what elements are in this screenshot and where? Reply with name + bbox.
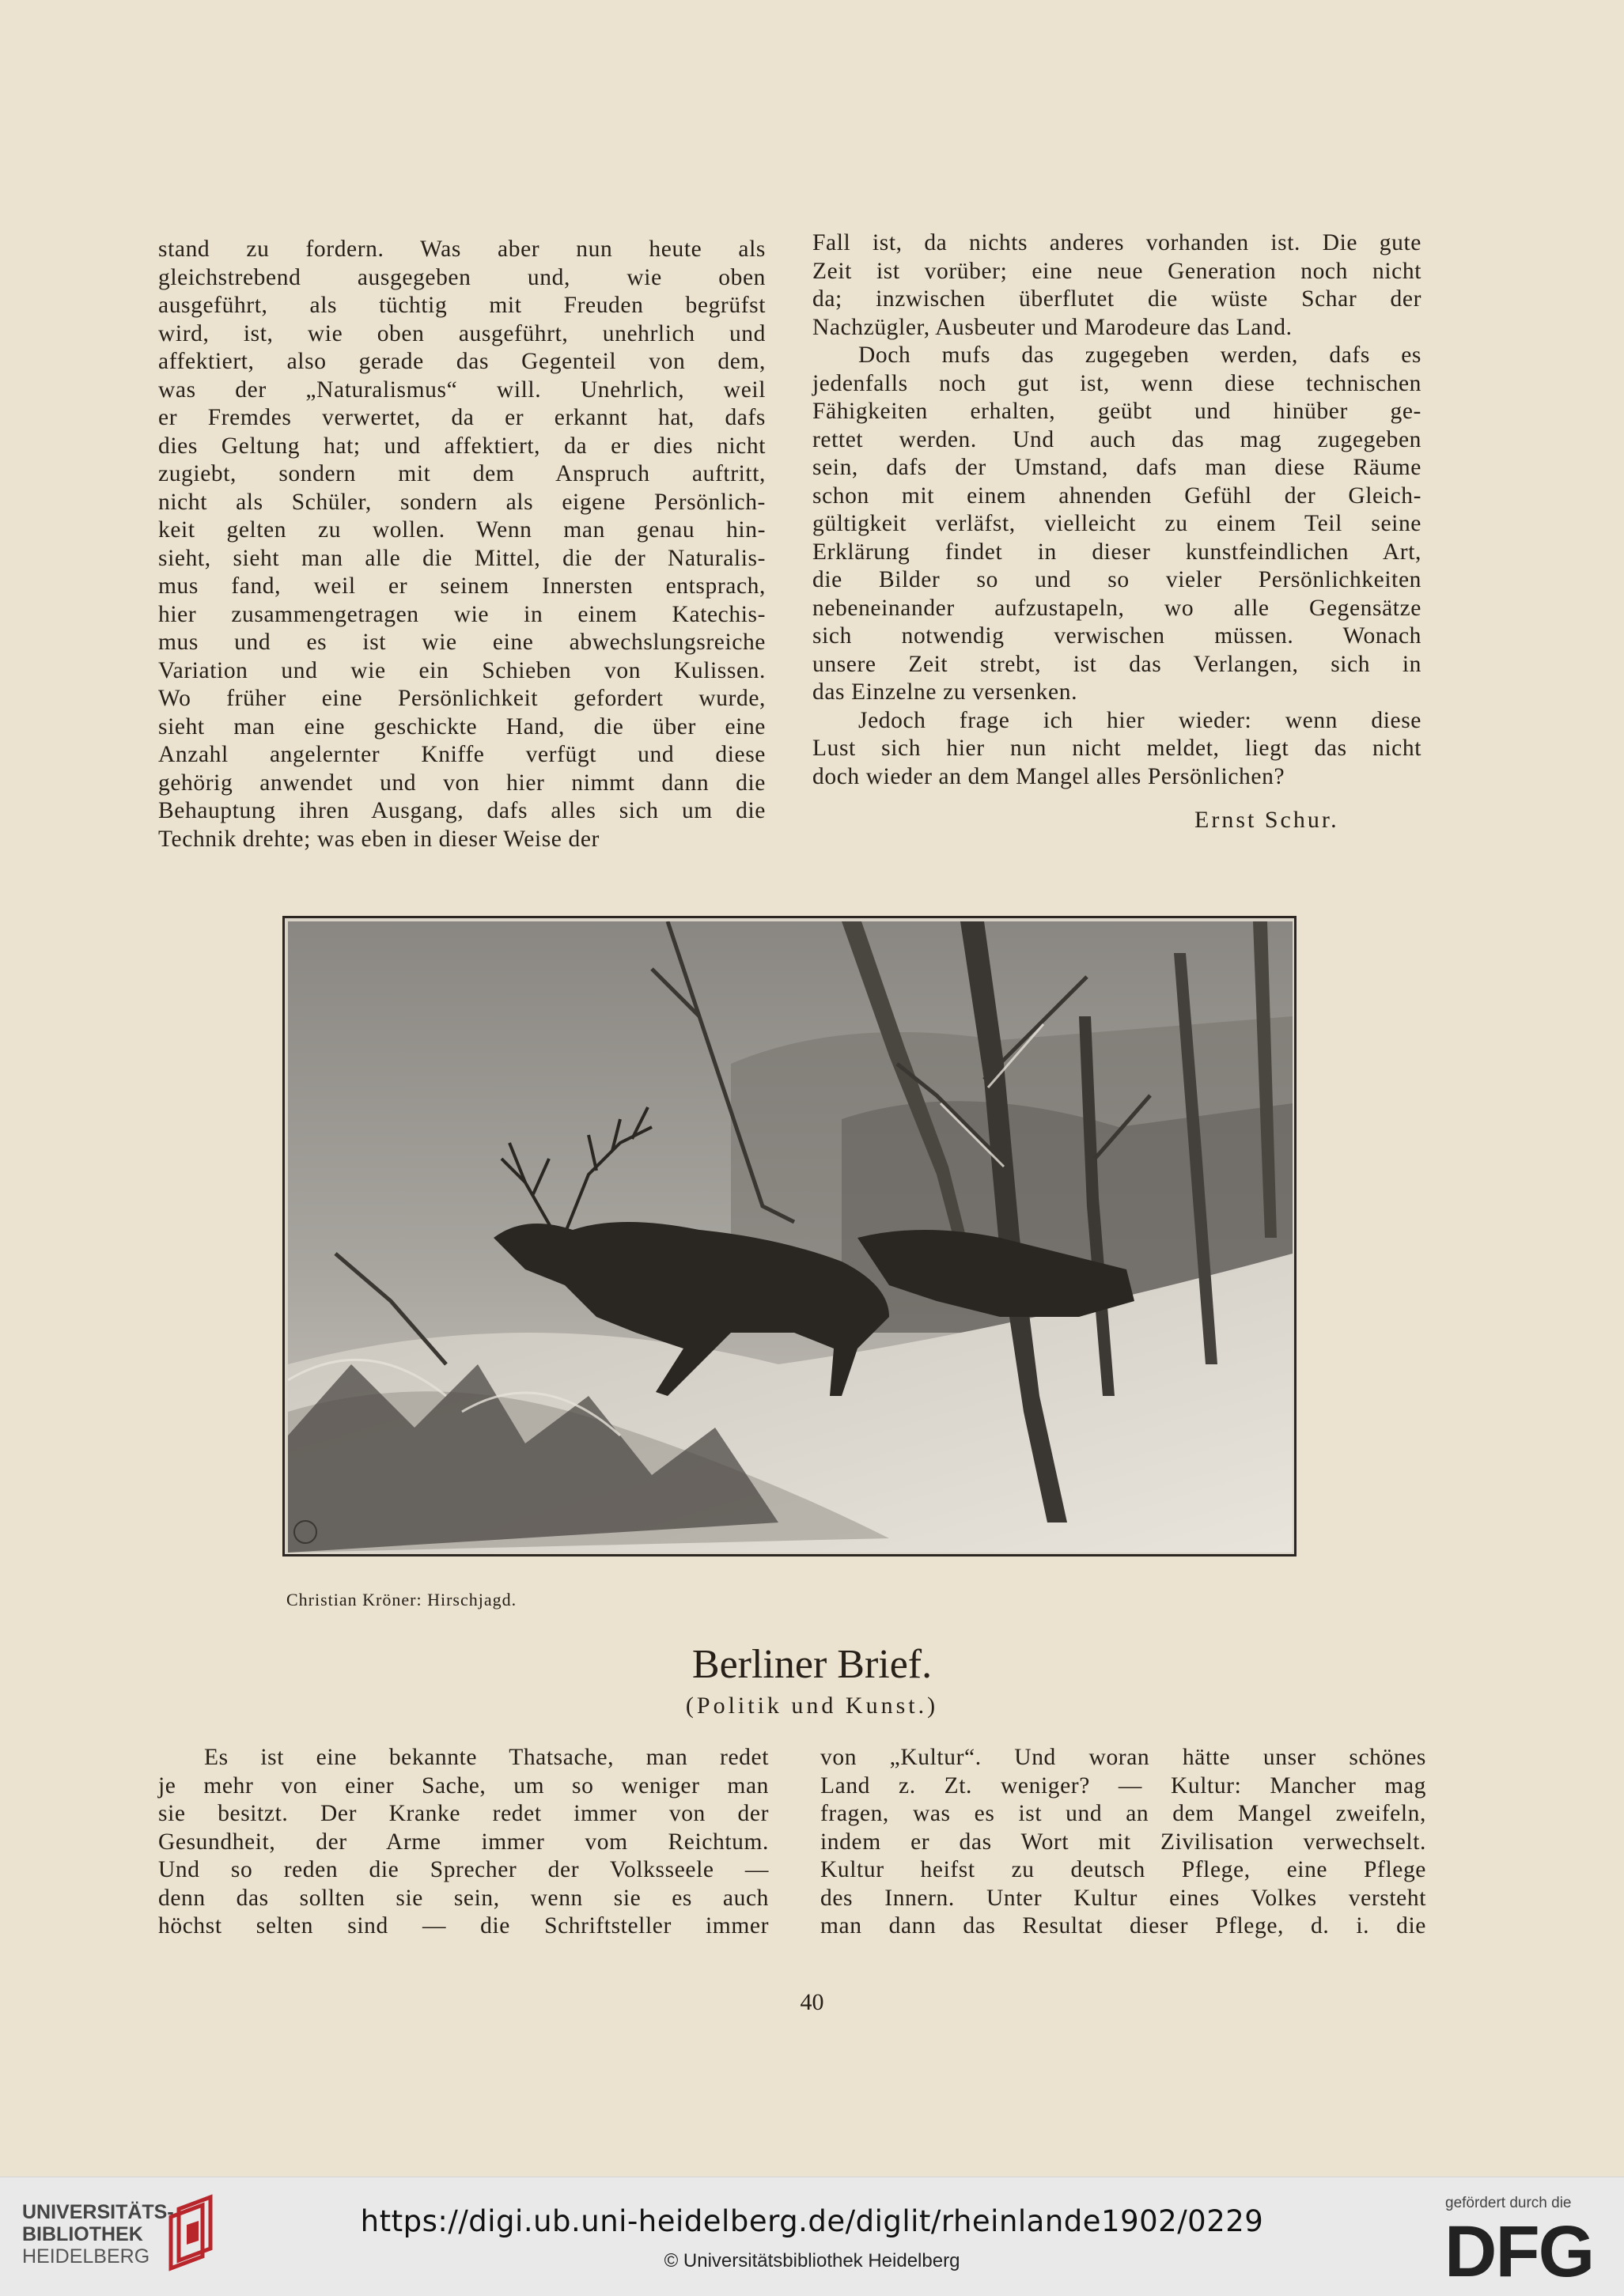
text-line: das Einzelne zu versenken. bbox=[812, 679, 1078, 705]
text-line: sich notwendig verwischen müssen. Wonach bbox=[812, 623, 1421, 649]
text-line: die Bilder so und so vieler Persönlichkeiten bbox=[812, 567, 1421, 592]
text-line: sie besitzt. Der Kranke redet immer von der bbox=[158, 1801, 769, 1826]
text-line: fragen, was es ist und an dem Mangel zweifeln, bbox=[820, 1801, 1426, 1826]
text-line: sein, dafs der Umstand, dafs man diese Räume bbox=[812, 455, 1421, 480]
text-line: sieht, sieht man alle die Mittel, die der Naturalis- bbox=[158, 545, 766, 571]
text-line: hier zusammengetragen wie in einem Katechis- bbox=[158, 601, 766, 627]
text-line: sieht man eine geschickte Hand, die über eine bbox=[158, 713, 766, 739]
text-line: affektiert, also gerade das Gegenteil von dem, bbox=[158, 349, 766, 374]
text-line: keit gelten zu wollen. Wenn man genau hin- bbox=[158, 517, 766, 543]
text-line: wird, ist, wie oben ausgeführt, unehrlich und bbox=[158, 320, 766, 346]
text-line: Technik drehte; was eben in dieser Weise der bbox=[158, 826, 600, 852]
permalink-url[interactable]: https://digi.ub.uni-heidelberg.de/diglit/rheinlande1902/0229 bbox=[360, 2204, 1264, 2238]
dfg-logo: DFG bbox=[1444, 2211, 1594, 2292]
text-line: Kultur heifst zu deutsch Pflege, eine Pflege bbox=[820, 1857, 1426, 1882]
text-line: da; inzwischen überflutet die wüste Schar der bbox=[812, 286, 1421, 312]
author-signature: Ernst Schur. bbox=[1194, 807, 1339, 833]
text-line: nebeneinander aufzustapeln, wo alle Gegensätze bbox=[812, 595, 1421, 621]
text-line: Variation und wie ein Schieben von Kulissen. bbox=[158, 657, 766, 683]
library-name-line3: HEIDELBERG bbox=[22, 2245, 150, 2268]
text-line: Es ist eine bekannte Thatsache, man redet bbox=[204, 1745, 769, 1770]
text-line: mus fand, weil er seinem Innersten entsprach, bbox=[158, 573, 766, 599]
text-line: Lust sich hier nun nicht meldet, liegt das nicht bbox=[812, 736, 1421, 761]
text-line: dies Geltung hat; und affektiert, da er dies nicht bbox=[158, 433, 766, 459]
text-line: Doch mufs das zugegeben werden, dafs es bbox=[858, 342, 1421, 368]
figure-caption: Christian Kröner: Hirschjagd. bbox=[286, 1590, 517, 1609]
text-line: rettet werden. Und auch das mag zugegeben bbox=[812, 426, 1421, 452]
painting-figure bbox=[282, 916, 1297, 1557]
text-line: höchst selten sind — die Schriftsteller immer bbox=[158, 1913, 769, 1939]
text-line: Wo früher eine Persönlichkeit gefordert wurde, bbox=[158, 686, 766, 711]
text-line: Anzahl angelernter Kniffe verfügt und diese bbox=[158, 742, 766, 767]
text-line: Land z. Zt. weniger? — Kultur: Mancher mag bbox=[820, 1772, 1426, 1799]
text-line: Erklärung findet in dieser kunstfeindlichen Art, bbox=[812, 539, 1421, 565]
text-line: stand zu fordern. Was aber nun heute als bbox=[158, 236, 766, 262]
text-line: man dann das Resultat dieser Pflege, d. i. die bbox=[820, 1913, 1426, 1939]
article-bottom-left-column bbox=[158, 1744, 769, 1941]
text-line: von „Kultur“. Und woran hätte unser schönes bbox=[820, 1745, 1426, 1770]
article-title: Berliner Brief. bbox=[691, 1642, 933, 1687]
text-line: Fähigkeiten erhalten, geübt und hinüber ge- bbox=[812, 399, 1421, 424]
text-line: Gesundheit, der Arme immer vom Reichtum. bbox=[158, 1829, 769, 1855]
text-line: was der „Naturalismus“ will. Unehrlich, weil bbox=[158, 376, 766, 403]
text-line: gleichstrebend ausgegeben und, wie oben bbox=[158, 264, 766, 290]
viewer-footer bbox=[0, 2177, 1624, 2296]
text-line: jedenfalls noch gut ist, wenn diese technischen bbox=[812, 370, 1421, 396]
text-line: Jedoch frage ich hier wieder: wenn diese bbox=[858, 707, 1421, 733]
text-line: schon mit einem ahnenden Gefühl der Gleich- bbox=[812, 482, 1421, 509]
text-line: Nachzügler, Ausbeuter und Marodeure das Land. bbox=[812, 314, 1293, 340]
text-line: je mehr von einer Sache, um so weniger man bbox=[158, 1772, 769, 1799]
library-name-line1: UNIVERSITÄTS- bbox=[22, 2201, 174, 2223]
copyright-notice: © Universitätsbibliothek Heidelberg bbox=[664, 2250, 960, 2271]
text-line: indem er das Wort mit Zivilisation verwechselt. bbox=[820, 1829, 1426, 1855]
text-line: mus und es ist wie eine abwechslungsreiche bbox=[158, 630, 766, 655]
text-line: Und so reden die Sprecher der Volksseele — bbox=[158, 1857, 769, 1882]
article-top-left-column bbox=[158, 236, 766, 853]
text-line: nicht als Schüler, sondern als eigene Persönlich- bbox=[158, 489, 766, 515]
article-top-right-column bbox=[812, 229, 1421, 791]
page-number: 40 bbox=[800, 1989, 824, 2015]
text-line: unsere Zeit strebt, ist das Verlangen, sich in bbox=[812, 651, 1421, 677]
funded-by-label: gefördert durch die bbox=[1445, 2195, 1572, 2211]
text-line: gehörig anwendet und von hier nimmt dann die bbox=[158, 770, 766, 796]
text-line: Fall ist, da nichts anderes vorhanden ist. Die gute bbox=[812, 230, 1421, 255]
library-name-line2: BIBLIOTHEK bbox=[22, 2223, 143, 2245]
text-line: zugiebt, sondern mit dem Anspruch auftritt, bbox=[158, 461, 766, 486]
text-line: Behauptung ihren Ausgang, dafs alles sich um die bbox=[158, 798, 766, 823]
text-line: des Innern. Unter Kultur eines Volkes versteht bbox=[820, 1885, 1426, 1911]
text-line: Zeit ist vorüber; eine neue Generation noch nicht bbox=[812, 258, 1421, 284]
article-subtitle: (Politik und Kunst.) bbox=[685, 1693, 939, 1719]
deer-hunt-painting-image bbox=[288, 921, 1293, 1553]
article-bottom-right-column bbox=[820, 1744, 1426, 1941]
text-line: ausgeführt, als tüchtig mit Freuden begrüfst bbox=[158, 293, 766, 318]
text-line: doch wieder an dem Mangel alles Persönlichen? bbox=[812, 763, 1285, 789]
text-line: denn das sollten sie sein, wenn sie es auch bbox=[158, 1885, 769, 1911]
text-line: gültigkeit verläfst, vielleicht zu einem Teil seine bbox=[812, 511, 1421, 536]
text-line: er Fremdes verwertet, da er erkannt hat, dafs bbox=[158, 405, 766, 430]
